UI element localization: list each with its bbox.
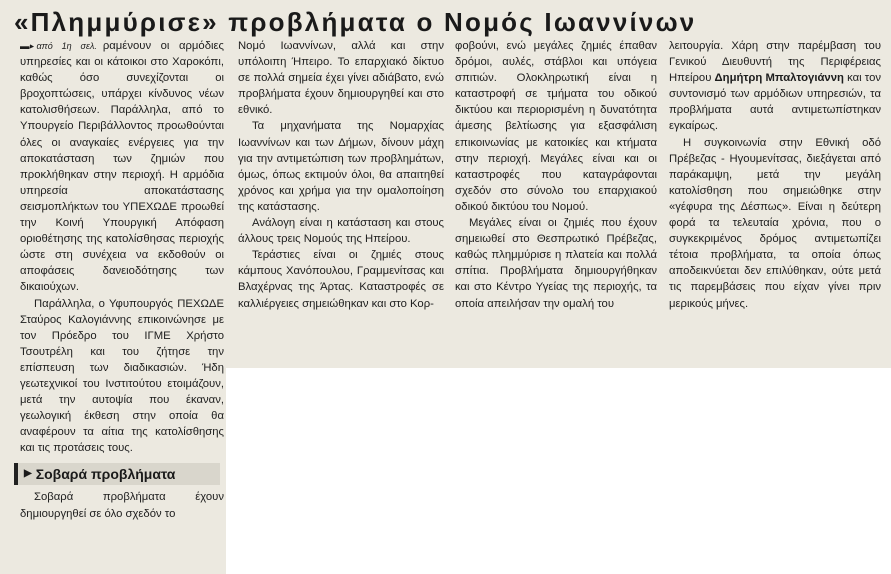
paragraph: Μεγάλες είναι οι ζημιές που έχουν σημειωθεί στο Θεσπρωτικό Πρέβεζας, καθώς πλημμύρισε η πλατεία και πολλά σπίτια. Προβλήματα δημιουργήθηκαν και στο Κέντρο Υγείας της περιοχής, τα οποία απειλήσαν την ομαλή του: [455, 217, 657, 310]
paragraph: Σοβαρά προβλήματα έχουν δημιουργηθεί σε όλο σχεδόν το: [20, 491, 224, 520]
triangle-right-icon: ▶: [24, 468, 32, 480]
section-subheading: [14, 463, 220, 485]
paragraph: [20, 38, 224, 296]
paragraph-text: ραμένουν οι αρμόδιες υπηρεσίες και οι κάτοικοι στο Χαροκόπι, καθώς όσο συνεχίζονται οι βροχοπτώσεις, υπάρχει κίνδυνος νέων κατολισθήσεων. Παράλληλα, από το Υπουργείο Περιβάλλοντος προωθούνται όλες οι αναγκαίες ενέργειες για την αποκατάσταση των ζημιών που προκλήθηκαν στην περιοχή. Η αρμόδια υπηρεσία αποκατάστασης σεισμοπλήκτων του ΥΠΕΧΩΔΕ προωθεί την Κοινή Υπουργική Απόφαση οριοθέτησης της κατολίσθησας περιοχής ώστε στη συνέχεια να εκδοθούν οι αποφάσεις δανειοδότησης των δικαιούχων.: [20, 40, 224, 294]
article-column-2: [238, 38, 444, 312]
subheading-text: Σοβαρά προβλήματα: [35, 466, 176, 483]
article-column-1: [20, 38, 224, 522]
article-headline: «Πλημμύρισε» προβλήματα ο Νομός Ιωαννίνων: [14, 7, 697, 37]
continued-from-label: από 1η σελ.: [36, 41, 97, 51]
paragraph: Παράλληλα, ο Υφυπουργός ΠΕΧΩΔΕ Σταύρος Καλογιάννης επικοινώνησε με τον Πρόεδρο του ΙΓΜΕ Χρήστο Τσουτρέλη και του ζήτησε την επίσπευση των διαδικασιών. Ήδη γεωτεχνικοί του Ινστιτούτου ετοιμάζουν, μετά την αυτοψία που έκαναν, γεωλογική έκθεση στην οποία θα αναφέρουν τα αίτια της κατολίσθησης και τις προτάσεις τους.: [20, 297, 224, 455]
paragraph-text: και τον συντονισμό των αρμόδιων υπηρεσιών, τα προβλήματα αυτά αντιμετωπίστηκαν εγκαίρως.: [669, 72, 881, 133]
paragraph-text: λειτουργία. Χάρη στην παρέμβαση του Γενικού Διευθυντή της Περιφέρειας Ηπείρου: [669, 40, 881, 85]
article-column-3: [455, 38, 657, 312]
paragraph: [669, 38, 881, 135]
paragraph: φοβούνι, ενώ μεγάλες ζημιές έπαθαν δρόμοι, αυλές, στάβλοι και υπόγεια σπιτιών. Ολοκληρωτική είναι η καταστροφή σε τμήματα του οδικού δικτύου και περιορισμένη η δυνατότητα άμεσης βελτίωσης για εξασφάλιση επικοινωνίας με κατοικίες και κτήματα στην περιοχή. Μεγάλες είναι και οι καταστροφές που καταγράφονται σχεδόν στο σύνολο του επαρχιακού οδικού δικτύου του Νομού.: [455, 40, 657, 213]
paragraph: Ανάλογη είναι η κατάσταση και στους άλλους τρεις Νομούς της Ηπείρου.: [238, 217, 444, 246]
person-name: Δημήτρη Μπαλτογιάννη: [714, 72, 844, 85]
paragraph: Τα μηχανήματα της Νομαρχίας Ιωαννίνων και των Δήμων, δίνουν μάχη για την αντιμετώπιση των προβλημάτων, όμως, όπως εκτιμούν όλοι, θα απαιτηθεί χρόνος και χρήμα για την ομαλοποίηση της κατάστασης.: [238, 120, 444, 213]
article-column-4: [669, 38, 881, 312]
paragraph: Τεράστιες είναι οι ζημιές στους κάμπους Χανόπουλου, Γραμμενίτσας και Βλαχέρνας της Άρτας. Καταστροφές σε καλλιέργειες σημειώθηκαν και στο Κορ-: [238, 249, 444, 310]
arrow-right-icon: ▬▸: [20, 41, 34, 51]
continued-marker: [20, 41, 97, 51]
paragraph: Νομό Ιωαννίνων, αλλά και στην υπόλοιπη Ήπειρο. Το επαρχιακό δίκτυο σε πολλά σημεία έχει γίνει αδιάβατο, ενώ προβλήματα έχουν δημιουργηθεί και στο εθνικό.: [238, 40, 444, 117]
paragraph: Η συγκοινωνία στην Εθνική οδό Πρέβεζας - Ηγουμενίτσας, διεξάγεται από παράκαμψη, μετά την μεγάλη κατολίσθηση που σημειώθηκε στην «γέφυρα της Δέσπως». Είναι η δεύτερη φορά τα τελευταία χρόνια, που ο συγκεκριμένος δρόμος αντιμετωπίζει τέτοια προβλήματα, τα οποία όπως αποδεικνύεται δεν επιλύθηκαν, ούτε μετά τις παρεμβάσεις που είχαν γίνει πριν μερικούς μήνες.: [669, 136, 881, 310]
